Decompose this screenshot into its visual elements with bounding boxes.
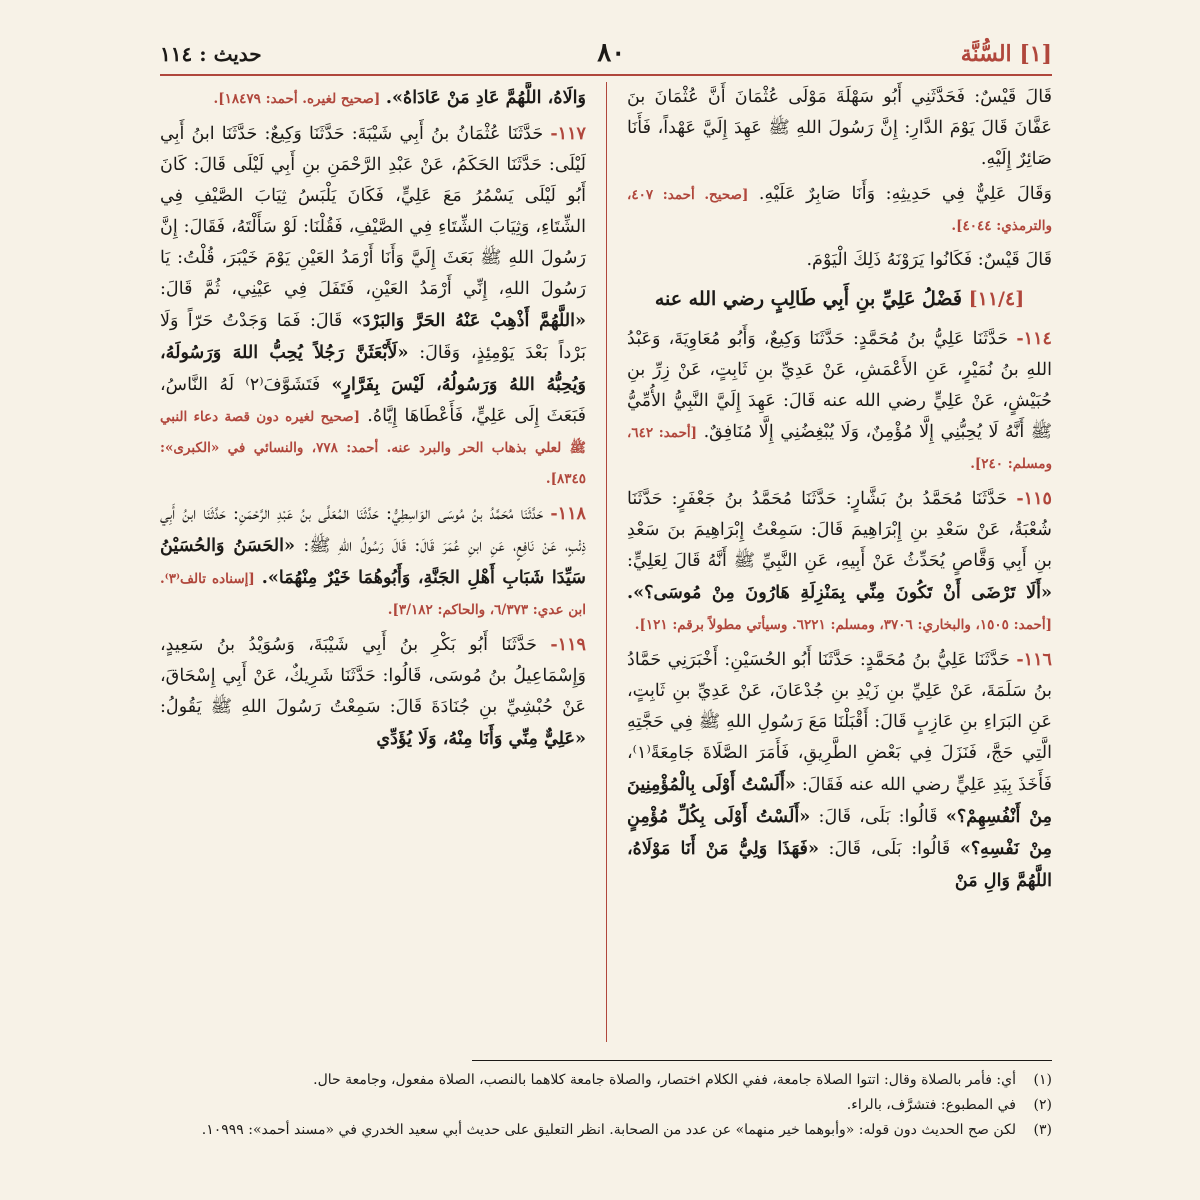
footnote-text: أي: فأمر بالصلاة وقال: اتتوا الصلاة جامعة، ففي الكلام اختصار، والصلاة جامعة كلاهما بالنصب، الصلاة مفعول، وجامعة حال.	[313, 1072, 1016, 1088]
paragraph	[627, 82, 1052, 175]
chapter-heading	[627, 284, 1052, 315]
hadith-matn: وَالَاهُ، اللَّهُمَّ عَادِ مَنْ عَادَاهُ».	[385, 87, 586, 108]
running-header	[160, 38, 1052, 72]
hadith-text: حَدَّثَنَا أَبُو بَكْرِ بنُ أَبِي شَيْبَةَ، وَسُوَيْدُ بنُ سَعِيدٍ، وَإِسْمَاعِيلُ بنُ مُوسَى، قَالُوا: حَدَّثَنَا شَرِيكٌ، عَنْ أَبِي إِسْحَاقَ، عَنْ حُبْشِيِّ بنِ جُنَادَةَ قَالَ: سَمِعْتُ رَسُولَ اللهِ ﷺ يَقُولُ:	[160, 635, 586, 717]
right-column	[606, 82, 1052, 1042]
hadith-text: حَدَّثَنَا عَلِيُّ بنُ مُحَمَّدٍ: حَدَّثَنَا وَكِيعٌ، وَأَبُو مُعَاوِيَةَ، وَعَبْدُ اللهِ بنُ نُمَيْرٍ، عَنِ الأَعْمَشِ، عَنْ عَدِيِّ بنِ ثَابِتٍ، عَنْ زِرِّ بنِ حُبَيْشٍ، عَنْ عَلِيٍّ رضي الله عنه قَالَ: عَهِدَ إِلَيَّ النَّبِيُّ الأُمِّيُّ ﷺ أَنَّهُ لَا يُحِبُّنِي إِلَّا مُؤْمِنٌ، وَلَا يُبْغِضُنِي إِلَّا مُنَافِقٌ.	[627, 329, 1052, 442]
hadith-text: قَالَ: فَمَا وَجَدْتُ حَرّاً وَلَا بَرْداً بَعْدَ يَوْمِئِذٍ، وَقَالَ:	[160, 311, 586, 363]
hadith-118	[160, 498, 586, 625]
hadith-reference	[160, 42, 262, 66]
hadith-number: ١١٤	[160, 42, 193, 66]
hadith-matn: «أَلَسْتُ أَوْلَى بِكُلِّ مُؤْمِنٍ مِنْ نَفْسِهِ؟»	[627, 806, 1052, 859]
hadith-119	[160, 629, 586, 755]
hadith-matn: «فَهَذَا وَلِيُّ مَنْ أَنَا مَوْلَاهُ، اللَّهُمَّ وَالِ مَنْ	[627, 838, 1052, 891]
footnote-text: لكن صح الحديث دون قوله: «وأبوهما خير منهما» عن عدد من الصحابة. انظر التعليق على حديث أبي سعيد الخدري في «مسند أحمد»: ١٠٩٩٩.	[201, 1122, 1016, 1138]
hadith-text: حَدَّثَنَا عُثْمَانُ بنُ أَبِي شَيْبَةَ: حَدَّثَنَا وَكِيعٌ: حَدَّثَنَا ابنُ أَبِي لَيْلَى: حَدَّثَنَا الحَكَمُ، عَنْ عَبْدِ الرَّحْمَنِ بنِ أَبِي لَيْلَى قَالَ: كَانَ أَبُو لَيْلَى يَسْمُرُ مَعَ عَلِيٍّ، فَكَانَ يَلْبَسُ ثِيَابَ الصَّيْفِ فِي الشِّتَاءِ، وَثِيَابَ الشِّتَاءِ فِي الصَّيْفِ، فَقُلْنَا: لَوْ سَأَلْتَهُ، فَقَالَ: إِنَّ رَسُولَ اللهِ ﷺ بَعَثَ إِلَيَّ وَأَنَا أَرْمَدُ العَيْنِ يَوْمَ خَيْبَرَ، قُلْتُ: يَا رَسُولَ اللهِ، إِنِّي أَرْمَدُ العَيْنِ، فَتَفَلَ فِي عَيْنِي، ثُمَّ قَالَ:	[160, 124, 586, 299]
hadith-number: ١١٥-	[1016, 488, 1052, 509]
paragraph	[627, 179, 1052, 241]
hadith-label: حديث :	[199, 42, 262, 66]
paragraph-text: قَالَ قَيْسٌ: فَحَدَّثَنِي أَبُو سَهْلَةَ مَوْلَى عُثْمَانَ أَنَّ عُثْمَانَ بنَ عَفَّانَ قَالَ يَوْمَ الدَّارِ: إِنَّ رَسُولَ اللهِ ﷺ عَهِدَ إِلَيَّ عَهْداً، فَأَنَا صَائِرٌ إِلَيْهِ.	[627, 87, 1052, 169]
footnotes	[160, 1068, 1052, 1143]
hadith-114	[627, 323, 1052, 479]
hadith-text: حَدَّثَنَا مُحَمَّدُ بنُ مُوسَى الوَاسِطِيُّ: حَدَّثَنَا المُعَلَّى بنُ عَبْدِ الرَّحْمَنِ: حَدَّثَنَا ابنُ أَبِي ذِئْبٍ، عَنْ نَافِعٍ، عَنِ ابنِ عُمَرَ قَالَ: قَالَ رَسُولُ اللهِ ﷺ:	[160, 504, 586, 556]
chapter-code: [١١/٤]	[968, 288, 1025, 310]
footnote-text: في المطبوع: فتشرَّف، بالراء.	[846, 1097, 1016, 1113]
hadith-116-continued	[160, 82, 586, 114]
paragraph-text: قَالَ قَيْسٌ: فَكَانُوا يَرَوْنَهُ ذَلِكَ الْيَوْمَ.	[806, 250, 1052, 270]
footnote-number: (٢)	[1033, 1097, 1052, 1113]
hadith-matn: «اللَّهُمَّ أَذْهِبْ عَنْهُ الحَرَّ وَالبَرْدَ»	[351, 310, 586, 331]
chapter-heading-title: فَضْلُ عَلِيِّ بنِ أَبِي طَالِبٍ رضي الله عنه	[654, 288, 962, 310]
hadith-number: ١١٦-	[1016, 649, 1052, 670]
hadith-116	[627, 644, 1052, 897]
hadith-number: ١١٧-	[550, 123, 587, 144]
hadith-number: ١١٨-	[550, 503, 586, 524]
hadith-text: حَدَّثَنَا مُحَمَّدُ بنُ بَشَّارٍ: حَدَّثَنَا مُحَمَّدُ بنُ جَعْفَرٍ: حَدَّثَنَا شُعْبَةُ، عَنْ سَعْدِ بنِ إِبْرَاهِيمَ قَالَ: سَمِعْتُ إِبْرَاهِيمَ بنَ سَعْدِ بنِ أَبِي وَقَّاصٍ يُحَدِّثُ عَنْ أَبِيهِ، عَنِ النَّبِيِّ ﷺ أَنَّهُ قَالَ لِعَلِيٍّ:	[627, 489, 1052, 571]
hadith-matn: «الحَسَنُ وَالحُسَيْنُ سَيِّدَا شَبَابِ أَهْلِ الجَنَّةِ، وَأَبُوهُمَا خَيْرٌ مِنْهُمَا».	[160, 535, 587, 588]
hadith-matn: «أَلَا تَرْضَى أَنْ تَكُونَ مِنِّي بِمَنْزِلَةِ هَارُونَ مِنْ مُوسَى؟».	[627, 582, 1052, 603]
hadith-number: ١١٤-	[1016, 328, 1052, 349]
header-rule	[160, 74, 1052, 76]
left-column	[160, 82, 606, 1042]
hadith-grade: [أحمد: ١٥٠٥، والبخاري: ٣٧٠٦، ومسلم: ٦٢٢١. وسيأتي مطولاً برقم: ١٢١].	[634, 617, 1052, 633]
hadith-grade: [أحمد: ٦٤٢، ومسلم: ٢٤٠].	[627, 425, 1052, 472]
footnote	[160, 1118, 1052, 1143]
footnote	[160, 1093, 1052, 1118]
hadith-115	[627, 483, 1052, 640]
chapter-title: [١] السُّنَّة	[960, 41, 1052, 67]
hadith-grade: [صحيح. أحمد: ٤٠٧، والترمذي: ٤٠٤٤].	[627, 187, 1052, 234]
hadith-text: قَالُوا: بَلَى، قَالَ:	[818, 807, 938, 827]
footnote-rule	[472, 1060, 1052, 1061]
paragraph	[627, 245, 1052, 276]
footnote-number: (١)	[1033, 1072, 1052, 1088]
text-columns	[160, 82, 1052, 1042]
hadith-text: حَدَّثَنَا عَلِيُّ بنُ مُحَمَّدٍ: حَدَّثَنَا أَبُو الحُسَيْنِ: أَخْبَرَنِي حَمَّادُ بنُ سَلَمَةَ، عَنْ عَلِيِّ بنِ زَيْدِ بنِ جُدْعَانَ، عَنْ عَدِيِّ بنِ ثَابِتٍ، عَنِ البَرَاءِ بنِ عَازِبٍ قَالَ: أَقْبَلْنَا مَعَ رَسُولِ اللهِ ﷺ فِي حَجَّتِهِ الَّتِي حَجَّ، فَنَزَلَ فِي بَعْضِ الطَّرِيقِ، فَأَمَرَ الصَّلَاةَ جَامِعَةً⁽١⁾، فَأَخَذَ بِيَدِ عَلِيٍّ رضي الله عنه فَقَالَ:	[627, 650, 1052, 795]
footnote-number: (٣)	[1033, 1122, 1052, 1138]
page-number: ٨٠	[597, 38, 626, 68]
hadith-matn: «أَلَسْتُ أَوْلَى بِالْمُؤْمِنِينَ مِنْ أَنْفُسِهِمْ؟»	[627, 774, 1052, 827]
hadith-grade: [صحيح لغيره دون قصة دعاء النبي ﷺ لعلي بذهاب الحر والبرد عنه. أحمد: ٧٧٨، والنسائي في «الكبرى»: ٨٣٤٥].	[160, 409, 586, 487]
hadith-grade: [صحيح لغيره. أحمد: ١٨٤٧٩].	[213, 91, 381, 107]
hadith-matn: «لَأَبْعَثَنَّ رَجُلاً يُحِبُّ اللهَ وَرَسُولَهُ، وَيُحِبُّهُ اللهُ وَرَسُولُهُ، لَيْسَ بِفَرَّارٍ»	[160, 342, 587, 395]
hadith-text: فَتَشَوَّفَ⁽٢⁾ لَهُ النَّاسُ، فَبَعَثَ إِلَى عَلِيٍّ، فَأَعْطَاهَا إِيَّاهُ.	[160, 375, 587, 426]
hadith-matn: «عَلِيٌّ مِنِّي وَأَنَا مِنْهُ، وَلَا يُؤَدِّي	[376, 728, 586, 749]
paragraph-text: وَقَالَ عَلِيٌّ فِي حَدِيثِهِ: وَأَنَا صَابِرٌ عَلَيْهِ.	[758, 184, 1052, 204]
hadith-117	[160, 118, 586, 494]
hadith-grade: [إسناده تالف⁽٣⁾. ابن عدي: ٦/٣٧٣، والحاكم: ٣/١٨٢].	[160, 571, 586, 618]
hadith-text: قَالُوا: بَلَى، قَالَ:	[828, 839, 951, 859]
footnote	[160, 1068, 1052, 1093]
hadith-number: ١١٩-	[550, 634, 586, 655]
